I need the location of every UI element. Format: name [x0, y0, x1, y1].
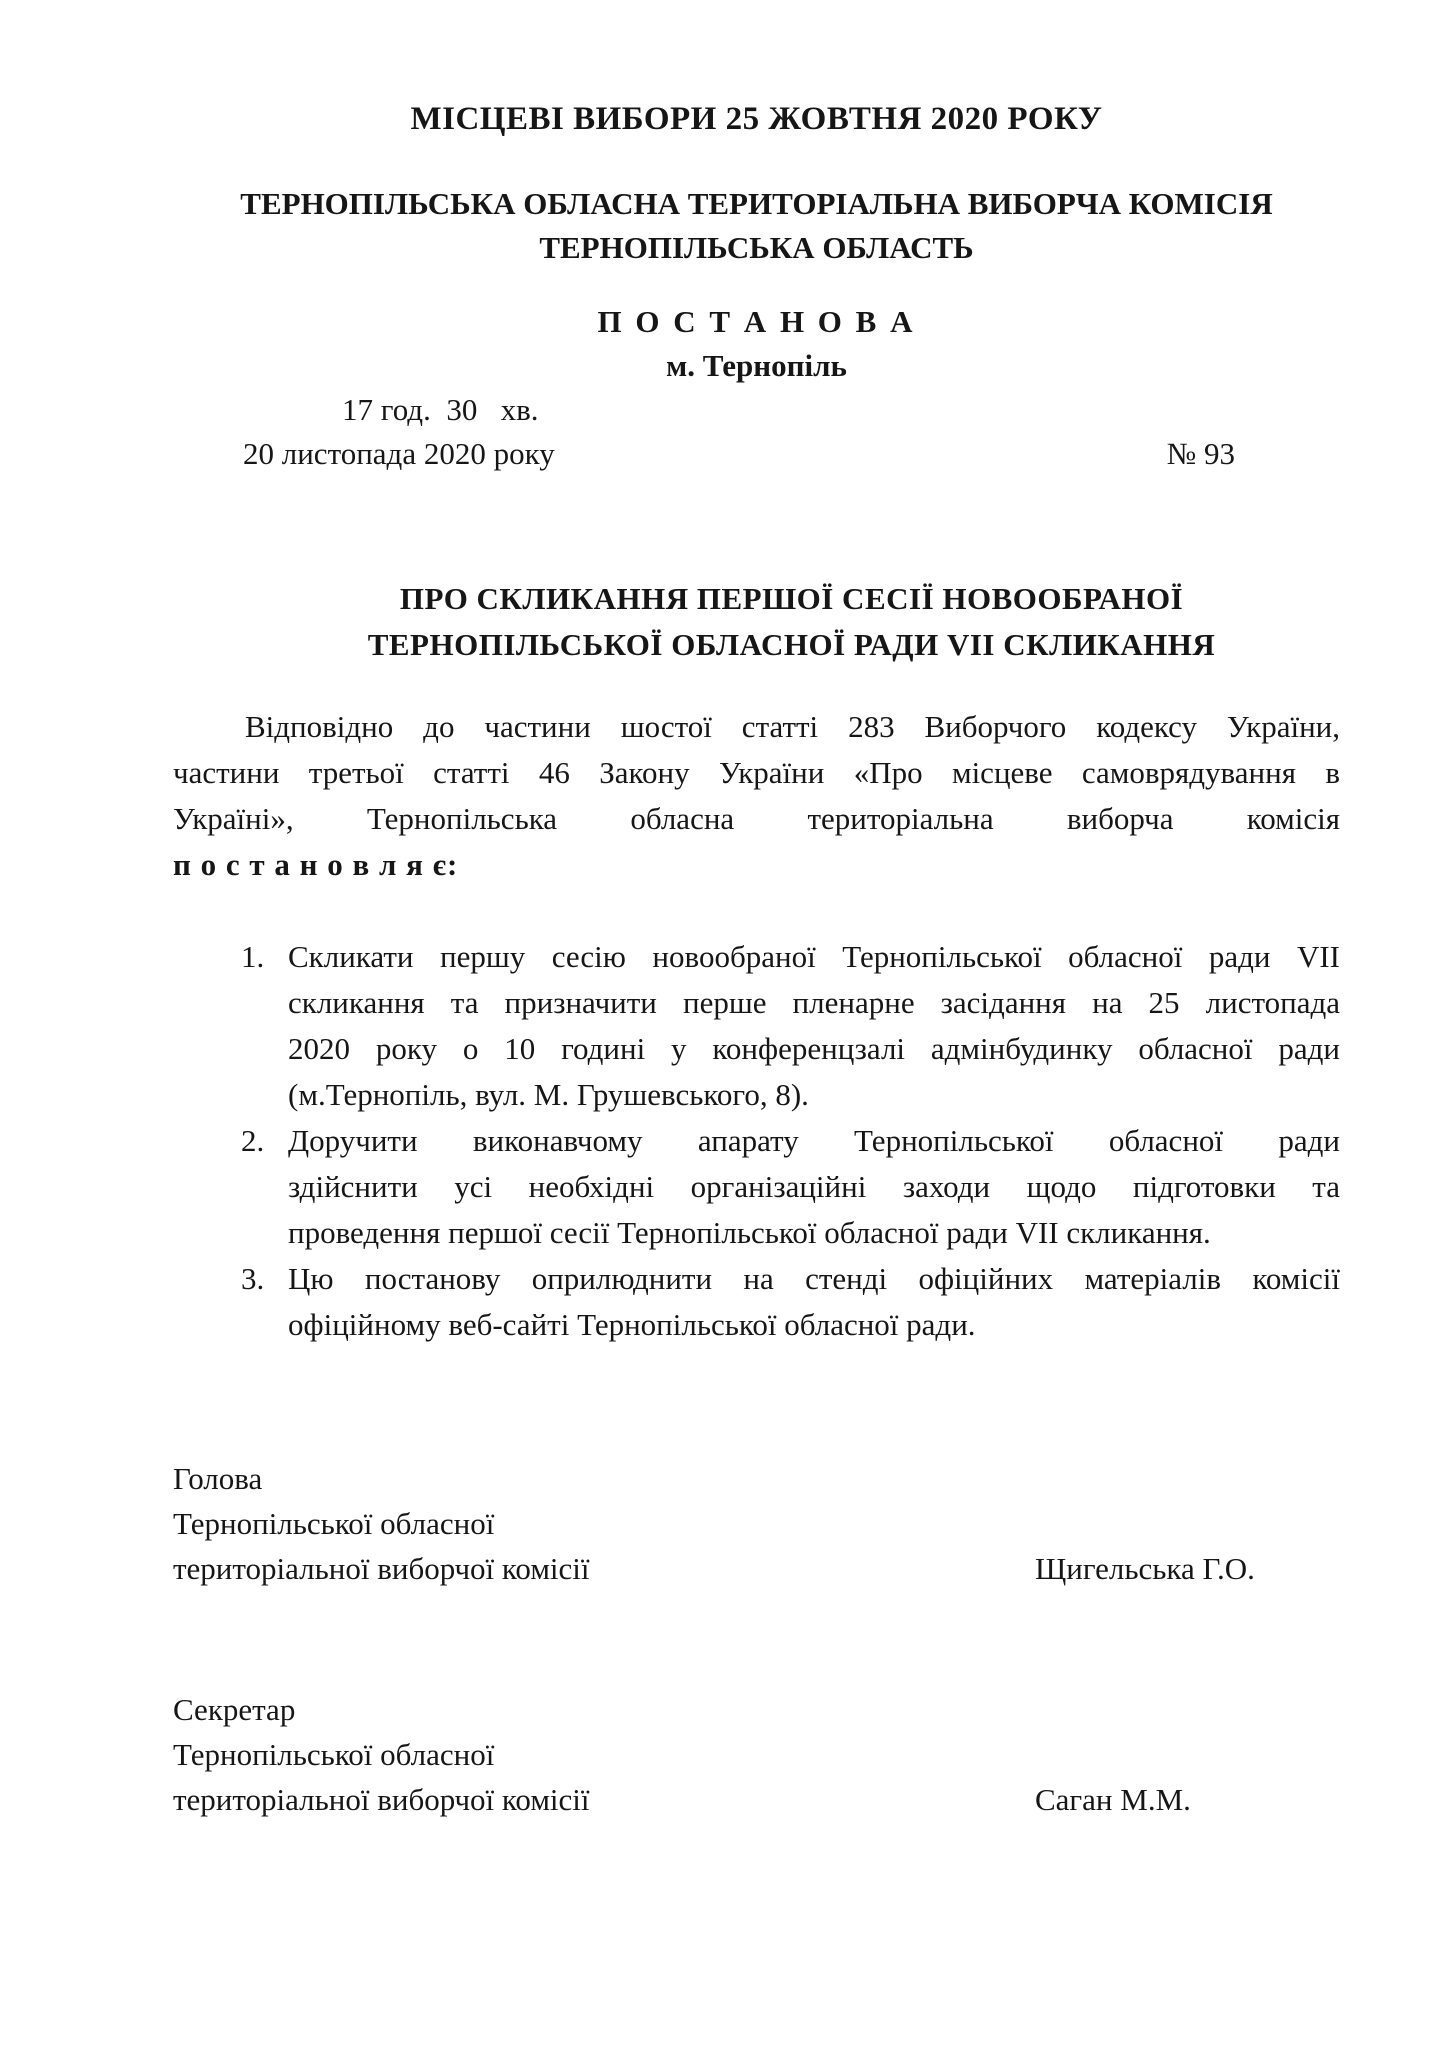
- doc-date-row: [173, 432, 1340, 476]
- list-item-line: 2020 року о 10 годині у конференцзалі адмінбудинку обласної ради: [288, 1031, 1340, 1066]
- doc-title: [243, 576, 1340, 668]
- doc-type-label: П О С Т А Н О В А: [597, 304, 916, 339]
- preamble-line: частини третьої статті 46 Закону України «Про місцеве самоврядування в: [173, 755, 1340, 790]
- preamble: [173, 704, 1340, 888]
- list-item-line: Цю постанову оприлюднити на стенді офіційних матеріалів комісії: [288, 1261, 1340, 1296]
- list-item-2: [241, 1118, 1340, 1256]
- list-item-number: 1.: [241, 939, 265, 974]
- commission-name: [173, 182, 1340, 270]
- list-item-1: [241, 934, 1340, 1118]
- preamble-line: Відповідно до частини шостої статті 283 Виборчого кодексу України,: [245, 709, 1340, 744]
- list-item-3: [241, 1256, 1340, 1348]
- commission-name-line1: ТЕРНОПІЛЬСЬКА ОБЛАСНА ТЕРИТОРІАЛЬНА ВИБОРЧА КОМІСІЯ: [240, 186, 1273, 221]
- signature-org-text: територіальної виборчої комісії: [173, 1782, 590, 1817]
- doc-meta: [173, 388, 1340, 476]
- signature-org-line: Тернопільської обласної: [173, 1737, 495, 1772]
- signature-org-line-last: [173, 1777, 1340, 1822]
- resolve-word: п о с т а н о в л я є:: [173, 847, 459, 882]
- list-item-number: 3.: [241, 1261, 265, 1296]
- list-item-line: Скликати першу сесію новообраної Тернопільської обласної ради VII: [288, 939, 1340, 974]
- signature-block-head: [173, 1456, 1340, 1591]
- signature-position: Секретар: [173, 1692, 296, 1727]
- signature-name: Щигельська Г.О.: [1035, 1551, 1255, 1586]
- list-item-text: [288, 934, 1340, 1118]
- doc-type-block: [173, 300, 1340, 388]
- signature-block-secretary: [173, 1687, 1340, 1822]
- signature-org-line: Тернопільської обласної: [173, 1506, 495, 1541]
- signature-org-line-last: [173, 1546, 1340, 1591]
- doc-title-line2: ТЕРНОПІЛЬСЬКОЇ ОБЛАСНОЇ РАДИ VII СКЛИКАННЯ: [367, 627, 1216, 662]
- preamble-line: Україні», Тернопільська обласна територіальна виборча комісія: [173, 801, 1340, 836]
- doc-time: 17 год. 30 хв.: [342, 392, 539, 427]
- list-item-line: проведення першої сесії Тернопільської обласної ради VII скликання.: [288, 1215, 1211, 1250]
- doc-date: 20 листопада 2020 року: [243, 436, 555, 471]
- list-item-line: скликання та призначити перше пленарне засідання на 25 листопада: [288, 985, 1340, 1020]
- commission-name-line2: ТЕРНОПІЛЬСЬКА ОБЛАСТЬ: [539, 230, 974, 265]
- signature-position: Голова: [173, 1461, 263, 1496]
- doc-place: м. Тернопіль: [666, 348, 847, 383]
- signature-org-text: територіальної виборчої комісії: [173, 1551, 590, 1586]
- list-item-text: [288, 1256, 1340, 1348]
- signature-name: Саган М.М.: [1035, 1782, 1191, 1817]
- doc-title-line1: ПРО СКЛИКАННЯ ПЕРШОЇ СЕСІЇ НОВООБРАНОЇ: [399, 581, 1184, 616]
- resolution-list: [173, 934, 1340, 1348]
- list-item-number: 2.: [241, 1123, 265, 1158]
- doc-number: № 93: [1166, 436, 1235, 471]
- election-title: МІСЦЕВІ ВИБОРИ 25 ЖОВТНЯ 2020 РОКУ: [410, 101, 1103, 137]
- list-item-line: (м.Тернопіль, вул. М. Грушевського, 8).: [288, 1077, 809, 1112]
- list-item-line: Доручити виконавчому апарату Тернопільської обласної ради: [288, 1123, 1340, 1158]
- list-item-line: здійснити усі необхідні організаційні заходи щодо підготовки та: [288, 1169, 1340, 1204]
- list-item-text: [288, 1118, 1340, 1256]
- list-item-line: офіційному веб-сайті Тернопільської обласної ради.: [288, 1307, 976, 1342]
